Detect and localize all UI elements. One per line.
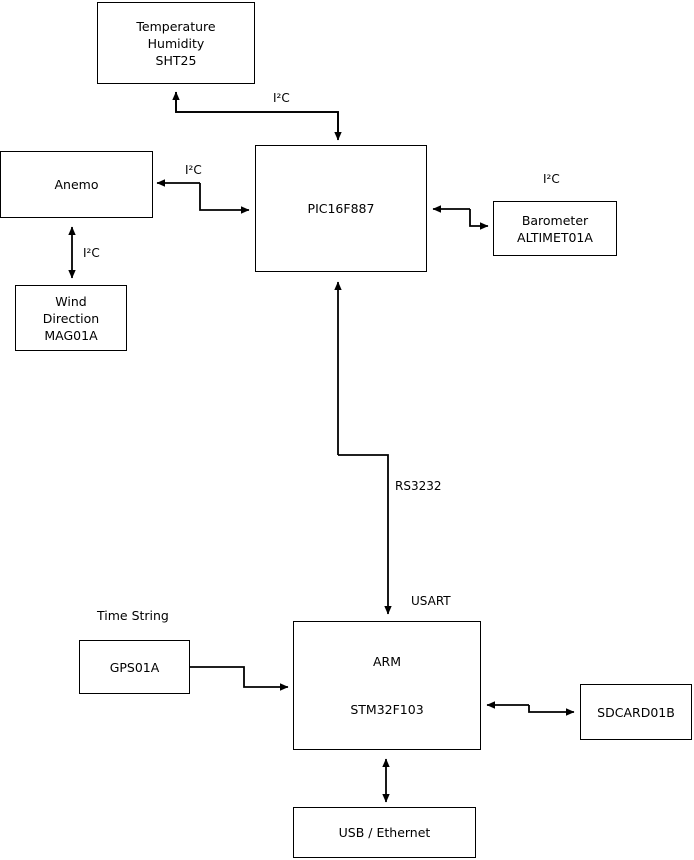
node-line: MAG01A bbox=[44, 327, 98, 343]
node-gps01a[interactable] bbox=[79, 640, 190, 694]
node-usb-ethernet[interactable] bbox=[293, 807, 476, 858]
edge-label-i2c-anemo: I²C bbox=[185, 163, 202, 177]
node-barometer-altimet01a[interactable] bbox=[493, 201, 617, 256]
node-line: PIC16F887 bbox=[307, 201, 375, 216]
node-line: SDCARD01B bbox=[597, 704, 675, 720]
node-line: STM32F103 bbox=[350, 702, 424, 717]
edge-label-time-string: Time String bbox=[97, 608, 169, 623]
node-arm-stm32f103[interactable] bbox=[293, 621, 481, 750]
node-line: Direction bbox=[42, 310, 100, 326]
node-line: GPS01A bbox=[109, 659, 160, 675]
node-line: Temperature bbox=[136, 18, 216, 34]
edge-label-usart: USART bbox=[411, 594, 451, 608]
node-line: SHT25 bbox=[155, 52, 197, 68]
node-line: Humidity bbox=[147, 35, 205, 51]
node-pic16f887[interactable] bbox=[255, 145, 427, 272]
node-anemo[interactable] bbox=[0, 151, 153, 218]
node-line: Barometer bbox=[521, 212, 589, 228]
edge-label-i2c-top: I²C bbox=[273, 91, 290, 105]
node-wind-direction-mag01a[interactable] bbox=[15, 285, 127, 351]
node-temperature-humidity-sht25[interactable] bbox=[97, 2, 255, 84]
edge-label-i2c-barometer: I²C bbox=[543, 172, 560, 186]
node-sdcard01b[interactable] bbox=[580, 684, 692, 740]
node-line: USB / Ethernet bbox=[338, 825, 431, 840]
node-line: Anemo bbox=[54, 177, 99, 192]
node-line: Wind bbox=[55, 293, 87, 309]
edge-label-i2c-wind: I²C bbox=[83, 246, 100, 260]
node-line: ALTIMET01A bbox=[517, 229, 593, 245]
edge-label-rs3232: RS3232 bbox=[395, 479, 442, 493]
node-line: ARM bbox=[372, 654, 402, 669]
